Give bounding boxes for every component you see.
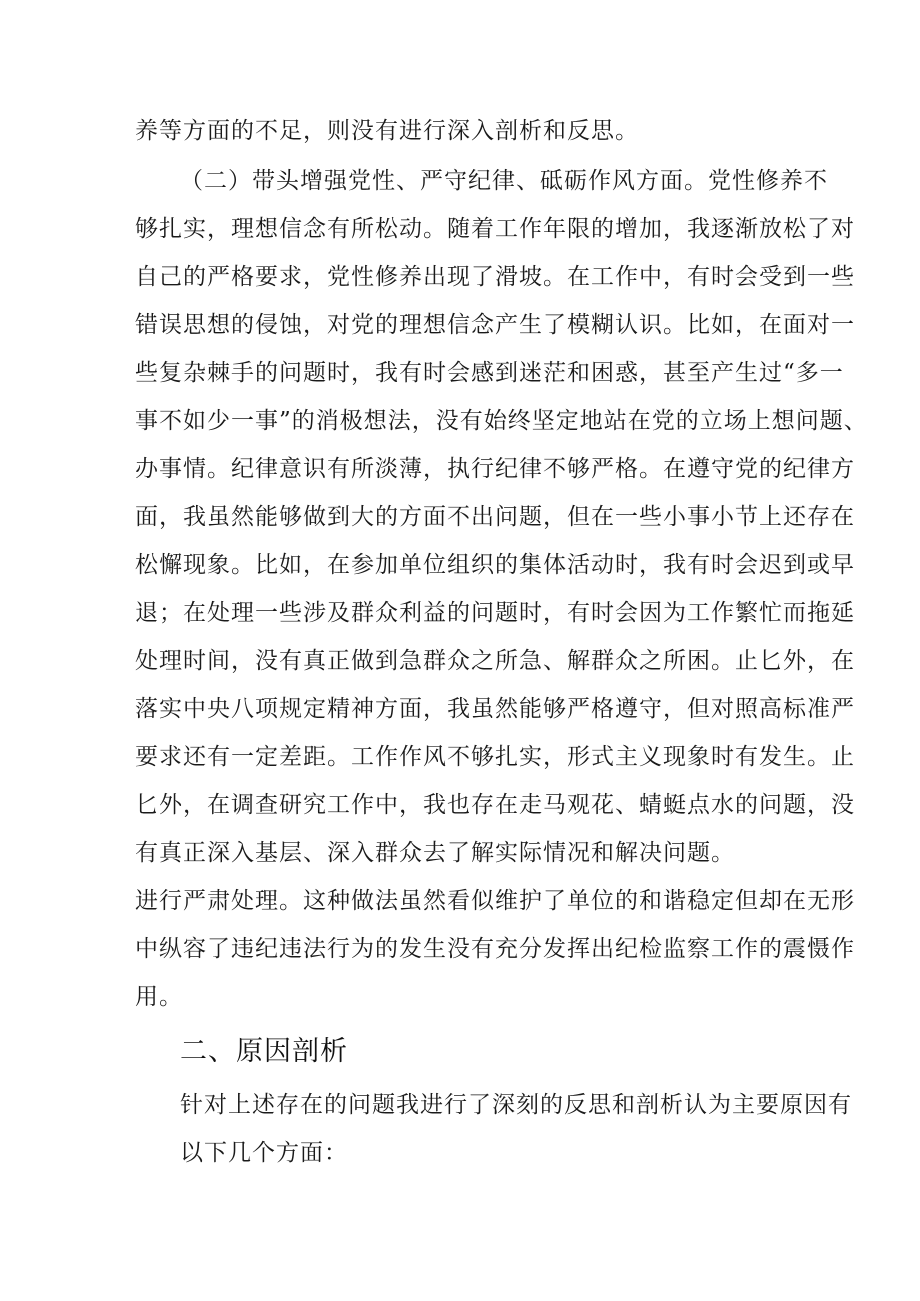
paragraph-line: 有真正深入基层、深入群众去了解实际情况和解决问题。 [135, 840, 735, 866]
paragraph-line: 错误思想的侵蚀，对党的理想信念产生了模糊认识。比如，在面对一 [135, 312, 855, 338]
paragraph-line: 够扎实，理想信念有所松动。随着工作年限的增加，我逐渐放松了对 [135, 216, 855, 242]
paragraph-line: 处理时间，没有真正做到急群众之所急、解群众之所困。止匕外，在 [135, 648, 855, 674]
paragraph-line: 退；在处理一些涉及群众利益的问题时，有时会因为工作繁忙而拖延 [135, 600, 855, 626]
paragraph-line: 用。 [135, 984, 183, 1010]
paragraph-line: 要求还有一定差距。工作作风不够扎实，形式主义现象时有发生。止 [135, 744, 855, 770]
section-heading: 二、原因剖析 [180, 1036, 348, 1067]
paragraph-line: 自己的严格要求，党性修养出现了滑坡。在工作中，有时会受到一些 [135, 264, 855, 290]
paragraph-line: 面，我虽然能够做到大的方面不出问题，但在一些小事小节上还存在 [135, 504, 855, 530]
paragraph-line: 些复杂棘手的问题时，我有时会感到迷茫和困惑，甚至产生过“多一 [135, 360, 844, 386]
paragraph-line: 落实中央八项规定精神方面，我虽然能够严格遵守，但对照高标准严 [135, 696, 855, 722]
paragraph-line: （二）带头增强党性、严守纪律、砥砺作风方面。党性修养不 [180, 168, 828, 194]
paragraph-line: 事不如少一事”的消极想法，没有始终坚定地站在党的立场上想问题、 [135, 408, 868, 434]
paragraph-line: 办事情。纪律意识有所淡薄，执行纪律不够严格。在遵守党的纪律方 [135, 456, 855, 482]
paragraph-line: 匕外，在调查研究工作中，我也存在走马观花、蜻蜓点水的问题，没 [135, 792, 855, 818]
paragraph-line: 针对上述存在的问题我进行了深刻的反思和剖析认为主要原因有 [180, 1092, 852, 1118]
paragraph-line: 中纵容了违纪违法行为的发生没有充分发挥出纪检监察工作的震慑作 [135, 936, 855, 962]
paragraph-line: 进行严肃处理。这种做法虽然看似维护了单位的和谐稳定但却在无形 [135, 888, 855, 914]
paragraph-line: 松懈现象。比如，在参加单位组织的集体活动时，我有时会迟到或早 [135, 552, 855, 578]
paragraph-line: 以下几个方面： [180, 1140, 348, 1166]
paragraph-line: 养等方面的不足，则没有进行深入剖析和反思。 [135, 118, 639, 144]
